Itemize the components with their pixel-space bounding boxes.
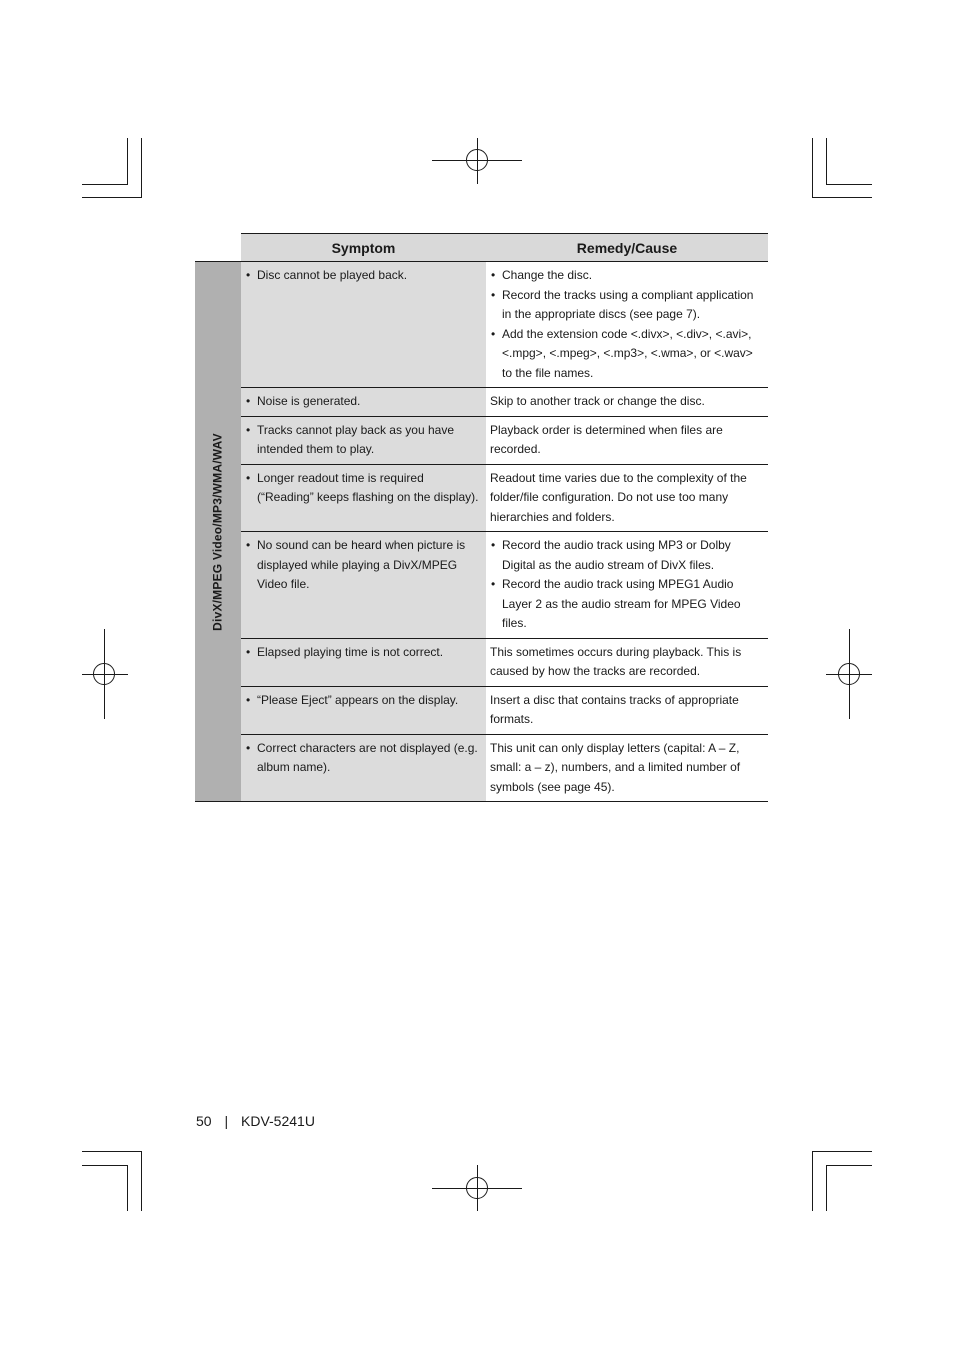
remedy-text: Skip to another track or change the disc. (490, 394, 705, 408)
table-row (195, 464, 768, 532)
symptom-cell (241, 638, 486, 686)
remedy-cell (486, 262, 768, 388)
symptom-item: • “Please Eject” appears on the display. (245, 691, 482, 711)
remedy-cell (486, 686, 768, 734)
table-row (195, 734, 768, 802)
remedy-item: • Record the audio track using MPEG1 Audio Layer 2 as the audio stream for MPEG Video files. (490, 575, 766, 634)
remedy-item: • Record the audio track using MP3 or Dolby Digital as the audio stream of DivX files. (490, 536, 766, 575)
remedy-item: • Record the tracks using a compliant application in the appropriate discs (see page 7). (490, 286, 766, 325)
remedy-cell (486, 734, 768, 802)
symptom-cell (241, 464, 486, 532)
remedy-text: Readout time varies due to the complexity of the folder/file configuration. Do not use too many hierarchies and folders. (490, 470, 747, 524)
symptom-cell (241, 734, 486, 802)
footer-separator: | (224, 1113, 229, 1129)
symptom-item: • No sound can be heard when picture is displayed while playing a DivX/MPEG Video file. (245, 536, 482, 595)
troubleshooting-table (195, 233, 768, 802)
remedy-text: This unit can only display letters (capital: A – Z, small: a – z), numbers, and a limited number of symbols (see page 45). (490, 740, 741, 794)
page-number: 50 (196, 1113, 212, 1129)
category-label: DivX/MPEG Video/MP3/WMA/WAV (210, 432, 225, 631)
symptom-header: Symptom (241, 234, 486, 262)
remedy-item: • Change the disc. (490, 266, 766, 286)
symptom-item: • Disc cannot be played back. (245, 266, 482, 286)
symptom-cell (241, 262, 486, 388)
model-name: KDV-5241U (241, 1113, 315, 1129)
symptom-item: • Longer readout time is required (“Reading” keeps flashing on the display). (245, 469, 482, 508)
remedy-cell (486, 388, 768, 417)
table-row (195, 686, 768, 734)
remedy-text: This sometimes occurs during playback. This is caused by how the tracks are recorded. (490, 644, 742, 678)
symptom-cell (241, 388, 486, 417)
remedy-cell (486, 416, 768, 464)
remedy-cell (486, 532, 768, 639)
category-cell (195, 262, 241, 802)
remedy-item: • Add the extension code <.divx>, <.div>, <.avi>, <.mpg>, <.mpeg>, <.mp3>, <.wma>, or <.wav> to the file names. (490, 325, 766, 384)
symptom-cell (241, 686, 486, 734)
page-footer (196, 1113, 315, 1129)
symptom-cell (241, 416, 486, 464)
remedy-cell (486, 464, 768, 532)
symptom-item: • Elapsed playing time is not correct. (245, 643, 482, 663)
symptom-item: • Noise is generated. (245, 392, 482, 412)
table-row (195, 416, 768, 464)
table-row (195, 388, 768, 417)
category-header-spacer (195, 234, 241, 262)
remedy-cell (486, 638, 768, 686)
symptom-item: • Correct characters are not displayed (e.g. album name). (245, 739, 482, 778)
symptom-item: • Tracks cannot play back as you have intended them to play. (245, 421, 482, 460)
table-header-row (195, 234, 768, 262)
table-row (195, 262, 768, 388)
remedy-text: Insert a disc that contains tracks of appropriate formats. (490, 692, 739, 726)
table-row (195, 638, 768, 686)
symptom-cell (241, 532, 486, 639)
table-row (195, 532, 768, 639)
remedy-header: Remedy/Cause (486, 234, 768, 262)
remedy-text: Playback order is determined when files are recorded. (490, 422, 723, 456)
